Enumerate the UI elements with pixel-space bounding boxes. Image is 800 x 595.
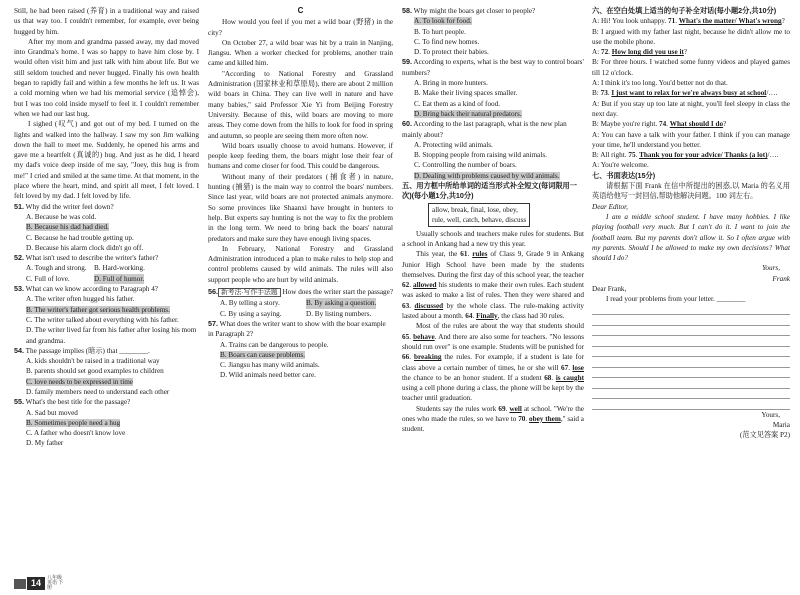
- dialogue-line: B: Maybe you're right. 74. What should I do?: [592, 120, 727, 129]
- answer-blank[interactable]: lose: [572, 363, 584, 372]
- option-selected[interactable]: B. The writer's father got serious health problems.: [26, 305, 170, 314]
- question-60: 60. According to the last paragraph, what is the new plan mainly about? A. Protecting wild animals. B. Stopping people from raising wild animals. C. Controlling the number of boars. D. Dealing with problems caused by wild animals.: [402, 119, 584, 181]
- option-selected[interactable]: D. Full of humor.: [94, 274, 145, 283]
- answer-blank[interactable]: I just want to relax for we're always busy at school: [611, 89, 767, 98]
- page-footer: [14, 576, 65, 591]
- option[interactable]: A. Tough and strong.: [26, 264, 87, 273]
- passage-paragraph: This year, the 61. rules of Class 9, Grade 9 in Ankang Junior High School have been made by the students themselves. During the first day of this school year, the teacher 62. allowed his students to make their own rules. Each student was asked to make a list of rules. Then they were shared and 63. discussed by the whole class. The rule-making activity lasted about a month. 64. Finally, the class had 30 rules.: [402, 250, 585, 321]
- answer-blank[interactable]: Thank you for your advice/ Thanks (a lot): [639, 151, 768, 160]
- dialogue-line: A: But if you stay up too late at night, you'll feel sleepy in class the next day.: [592, 99, 790, 118]
- option[interactable]: C. By using a saying.: [220, 309, 282, 318]
- logo-icon: [14, 579, 26, 589]
- option-selected[interactable]: B. Because his dad had died.: [26, 223, 109, 232]
- option[interactable]: C. Controlling the number of boars.: [414, 161, 517, 170]
- question-57: 57. What does the writer want to show with the boar example in Paragraph 2? A. Trains can be dangerous to people. B. Boars can cause problems. C. Jiangsu has many wild animals. D. Wild animals need better care.: [208, 319, 393, 381]
- option-selected[interactable]: A. To look for food.: [414, 17, 472, 26]
- option-selected[interactable]: D. Bring back their natural predators.: [414, 109, 522, 118]
- writing-instruction: 请根据下面 Frank 在信中所提出的困惑,以 Maria 的名义用英语给他写一封回信,帮助他解决问题。100 词左右。: [592, 182, 790, 201]
- letter-greeting: Dear Editor,: [592, 202, 628, 211]
- reply-signature: Maria: [772, 420, 790, 429]
- answer-blank[interactable]: rules: [472, 250, 488, 259]
- option[interactable]: D. Wild animals need better care.: [220, 371, 316, 380]
- passage-paragraph: After my mom and grandma passed away, my dad moved into Grandma's home. I was so happy to have him close by. I would often visit him and just talk with him about life. But we still seldom touched and never hugged. Finally his own health began to rapidly fail and within a few months he left us. It was a cold morning when we had his memorial service (追悼会), but I was too cold inside myself to feel it. I couldn't remember when we had our last hug.: [14, 37, 199, 118]
- option[interactable]: A. Protecting wild animals.: [414, 140, 493, 149]
- option[interactable]: D. Because his alarm clock didn't go off.: [26, 243, 144, 252]
- column-2: [208, 6, 393, 381]
- answer-reference: (范文见答案 P2): [739, 431, 790, 440]
- dialogue-line: A: You're welcome.: [592, 161, 649, 170]
- question-54: 54. The passage implies (暗示) that ________. A. kids shouldn't be raised in a traditional way B. parents should set good examples to children C. love needs to be expressed in time D. family members need to understand each other: [14, 346, 199, 397]
- answer-blank[interactable]: What's the matter/ What's wrong: [678, 17, 782, 26]
- option-selected[interactable]: C. love needs to be expressed in time: [26, 377, 133, 386]
- option[interactable]: C. Eat them as a kind of food.: [414, 99, 501, 108]
- word-box: allow, break, final, lose, obey, rule, well, catch, behave, discuss: [428, 203, 530, 227]
- answer-blank[interactable]: behave: [413, 332, 435, 341]
- option-selected[interactable]: B. By asking a question.: [306, 299, 377, 308]
- option[interactable]: A. By telling a story.: [220, 299, 280, 308]
- answer-blank[interactable]: well: [509, 404, 522, 413]
- column-4: [592, 6, 790, 441]
- option[interactable]: A. Bring in more hunters.: [414, 79, 488, 88]
- answer-blank[interactable]: breaking: [413, 353, 442, 362]
- option[interactable]: D. By listing numbers.: [306, 309, 372, 318]
- answer-blank[interactable]: allowed: [412, 281, 437, 290]
- letter-closing: Yours,: [762, 264, 780, 273]
- option[interactable]: D. The writer lived far from his father after losing his mom and grandma.: [26, 326, 197, 345]
- option[interactable]: C. A father who doesn't know love: [26, 429, 126, 438]
- answer-blank[interactable]: obey them: [529, 414, 561, 423]
- question-53: 53. What can we know according to Paragraph 4? A. The writer often hugged his father. B. The writer's father got serious health problems. C. The writer talked about everything with his father. D. The writer lived far from his father after losing his mom and grandma.: [14, 284, 199, 346]
- option-selected[interactable]: B. Sometimes people need a hug: [26, 418, 121, 427]
- answer-blank[interactable]: What should I do: [669, 120, 724, 129]
- passage-paragraph: Wild boars usually choose to avoid humans. However, if people keep feeding them, the boars might lose their fear of humans and come closer for food. This could be dangerous.: [208, 141, 393, 171]
- reply-start: I read your problems from your letter. ________: [606, 295, 746, 304]
- section-7-title: 七、书面表达(15分): [592, 170, 656, 180]
- option[interactable]: D. My father: [26, 439, 64, 448]
- dialogue-line: A: 72. How long did you use it?: [592, 48, 688, 57]
- option[interactable]: A. kids shouldn't be raised in a traditional way: [26, 357, 160, 366]
- option[interactable]: D. To protect their babies.: [414, 48, 489, 57]
- column-1: [14, 6, 199, 449]
- page-number: 14: [27, 577, 45, 589]
- column-3: [402, 6, 584, 435]
- question-51: 51. Why did the writer feel down? A. Because he was cold. B. Because his dad had died. C. Because he had trouble getting up. D. Because his alarm clock didn't go off.: [14, 202, 199, 253]
- section-6-title: 六、在空白处填上适当的句子补全对话(每小题2分,共10分): [592, 6, 777, 15]
- reply-greeting: Dear Frank,: [592, 285, 627, 294]
- option[interactable]: B. Make their living spaces smaller.: [414, 89, 518, 98]
- question-56: 56. 新考法·写作手法题 How does the writer start the passage? A. By telling a story. B. By asking a question. C. By using a saying. D. By listing numbers.: [208, 287, 394, 318]
- dialogue-line: B: 73. I just want to relax for we're always busy at school/….: [592, 89, 778, 98]
- passage-paragraph: Most of the rules are about the way that students should 65. behave. And there are also some for teachers. "No lessons should run over" is one example. Students will be punished for 66. breaking the rules. For example, if a student is late for class above a certain number of times, he or she will 67. lose the chance to be an honor student. If a student 68. is caught using a cell phone during a class, the phone will be kept by the teacher until graduation.: [402, 322, 585, 403]
- option[interactable]: B. parents should set good examples to children: [26, 367, 164, 376]
- letter-body: I am a middle school student. I have many hobbies. I like playing football very much. But I can't do it. I want to join the football team. But my parents don't allow it. So I often argue with my parents. Should I be allowed to make my own decisions? What should I do?: [592, 212, 790, 263]
- option[interactable]: C. Jiangsu has many wild animals.: [220, 361, 320, 370]
- question-type-tag: 新考法·写作手法题: [218, 288, 281, 297]
- passage-paragraph: I sighed (叹气) and got out of my bed. I turned on the lights and walked into the hallway. I saw my son Jim walking down the hall to meet me. Suddenly, he opened his arms and gave me a heartfelt (真诚的) hug. And just as he did, I heard my dad's voice deep inside of me say, "Joey, this hug is from me!" I cried and smiled at the same time. At that moment, in the place where the heart, mind, and spirit all meet, I felt loved. I felt loved by my dad. I felt loved by life.: [14, 120, 199, 201]
- option[interactable]: D. family members need to understand each other: [26, 387, 170, 396]
- reply-closing: Yours,: [761, 410, 780, 419]
- question-52: 52. What isn't used to describe the writer's father? A. Tough and strong. B. Hard-working. C. Full of love. D. Full of humor.: [14, 253, 159, 283]
- option[interactable]: C. Full of love.: [26, 274, 70, 283]
- option[interactable]: C. To find new homes.: [414, 37, 480, 46]
- option-selected[interactable]: D. Dealing with problems caused by wild animals.: [414, 171, 560, 180]
- passage-paragraph: "According to National Forestry and Grassland Administration (国家林业和草原局), there are about 2 million wild boars in China. They can live well in nature and have many babies," said Professor Xie Yi from Beijing Forestry University. Because of this, wild boars are moving to more areas. They come down from the hills to look for food in spring and autumn, so people are seeing them more often now.: [208, 69, 393, 140]
- dialogue-line: B: All right. 75. Thank you for your advice/ Thanks (a lot)/….: [592, 151, 779, 160]
- dialogue-line: A: You can have a talk with your father. I think if you can manage your time, he'll understand you better.: [592, 130, 790, 149]
- option[interactable]: A. The writer often hugged his father.: [26, 295, 135, 304]
- option[interactable]: B. Hard-working.: [94, 264, 145, 273]
- option[interactable]: C. Because he had trouble getting up.: [26, 233, 134, 242]
- passage-heading: C: [297, 6, 304, 15]
- answer-blank[interactable]: Finally: [476, 312, 498, 321]
- passage-paragraph: On October 27, a wild boar was hit by a train in Nanjing, Jiangsu. When a worker checked for problems, another train came and killed him.: [208, 38, 393, 68]
- dialogue-line: B: For three hours. I watched some funny videos and played games till 12 o'clock.: [592, 58, 790, 77]
- option[interactable]: A. Trains can be dangerous to people.: [220, 340, 329, 349]
- passage-paragraph: Without many of their predators (捕食者) in nature, hunting (捕猎) is the main way to control the boars' numbers. Since last year, wild boars are not protected animals anymore. So some provinces like Shaanxi have brought in hunters to help. But experts say hunting is not the way to fix the problem in the long term. We need to bring back the boars' natural predators and make sure they have enough living spaces.: [208, 172, 393, 243]
- question-58: 58. Why might the boars get closer to people? A. To look for food. B. To hurt people. C. To find new homes. D. To protect their babies.: [402, 6, 584, 57]
- passage-paragraph: Students say the rules work 69. well at school. "We're the ones who made the rules, so we have to 70. obey them," said a student.: [402, 404, 584, 434]
- section-5-title: 五、用方框中所给单词的适当形式补全短文(每词限用一次)(每小题1分,共10分): [402, 181, 577, 201]
- option[interactable]: A. Because he was cold.: [26, 212, 97, 221]
- letter-signature: Frank: [772, 274, 790, 283]
- dialogue-line: A: I think it's too long. You'd better not do that.: [592, 79, 728, 88]
- option[interactable]: A. Sad but moved: [26, 408, 78, 417]
- answer-blank[interactable]: is caught: [555, 373, 584, 382]
- passage-paragraph: In February, National Forestry and Grassland Administration introduced a plan to make rules to help stop and control problems caused by wild animals. The rules will also support people who are hurt by wild animals.: [208, 244, 393, 284]
- dialogue-line: A: Hi! You look unhappy. 71. What's the matter/ What's wrong?: [592, 17, 785, 26]
- question-59: 59. According to experts, what is the best way to control boars' numbers? A. Bring in more hunters. B. Make their living spaces smaller. C. Eat them as a kind of food. D. Bring back their natural predators.: [402, 57, 584, 118]
- passage-paragraph: Usually schools and teachers make rules for students. But a school in Ankang had a new try this year.: [402, 229, 584, 248]
- answer-blank[interactable]: discussed: [414, 301, 444, 310]
- option[interactable]: B. Stopping people from raising wild animals.: [414, 151, 547, 160]
- option-selected[interactable]: B. Boars can cause problems.: [220, 350, 306, 359]
- dialogue-line: B: I argued with my father last night, because he didn't allow me to use the mobile phone.: [592, 27, 790, 46]
- passage-paragraph: How would you feel if you met a wild boar (野猪) in the city?: [208, 18, 393, 37]
- question-55: 55. What's the best title for the passage? A. Sad but moved B. Sometimes people need a hug C. A father who doesn't know love D. My father: [14, 397, 199, 448]
- writing-area[interactable]: [592, 305, 790, 410]
- answer-blank[interactable]: How long did you use it: [611, 48, 684, 57]
- option[interactable]: B. To hurt people.: [414, 27, 466, 36]
- passage-paragraph: Still, he had been raised (养育) in a traditional way and raised us that way too. I couldn't remember, for example, ever being hugged by him.: [14, 7, 199, 36]
- footer-tag: 八年级 英语 下册: [47, 575, 64, 591]
- option[interactable]: C. The writer talked about everything with his father.: [26, 315, 179, 324]
